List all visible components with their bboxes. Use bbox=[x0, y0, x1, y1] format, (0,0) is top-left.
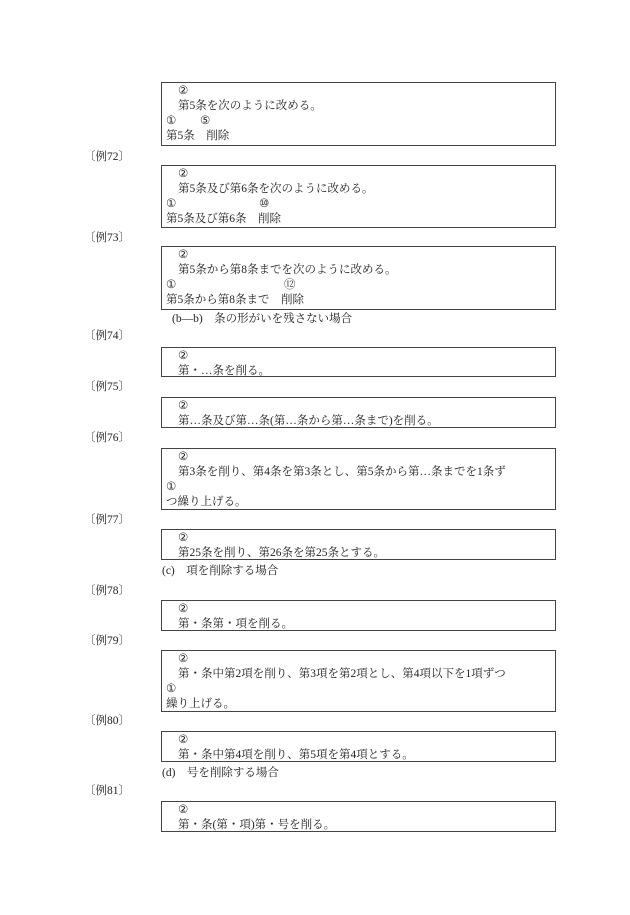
example-box bbox=[161, 529, 556, 560]
range-markers bbox=[162, 278, 555, 293]
example-label: 〔例79〕 bbox=[84, 635, 130, 647]
amendment-text-continued: 繰り上げる。 bbox=[166, 698, 235, 711]
section-heading: (c) 項を削除する場合 bbox=[162, 565, 279, 577]
example-box bbox=[161, 731, 556, 762]
amended-text: 第5条 削除 bbox=[166, 130, 230, 143]
amended-text: 第5条から第8条まで 削除 bbox=[166, 294, 304, 307]
example-label: 〔例73〕 bbox=[84, 232, 130, 244]
paragraph-marker: ② bbox=[178, 531, 189, 544]
example-label: 〔例78〕 bbox=[84, 585, 130, 597]
example-box bbox=[161, 165, 556, 228]
amendment-text: 第5条及び第6条を次のように改める。 bbox=[178, 182, 374, 195]
range-start-marker: ① bbox=[166, 115, 177, 128]
paragraph-marker: ② bbox=[178, 248, 189, 261]
amendment-text: 第5条から第8条までを次のように改める。 bbox=[178, 263, 397, 276]
example-box bbox=[161, 600, 556, 631]
range-start-marker: ① bbox=[166, 279, 177, 292]
example-box bbox=[161, 397, 556, 428]
example-label: 〔例77〕 bbox=[84, 514, 130, 526]
example-box bbox=[161, 347, 556, 377]
amendment-text: 第・…条を削る。 bbox=[178, 364, 270, 377]
paragraph-marker: ② bbox=[178, 349, 189, 362]
paragraph-marker: ② bbox=[178, 399, 189, 412]
amendment-text: 第3条を削り、第4条を第3条とし、第5条から第…条までを1条ず bbox=[178, 465, 506, 478]
paragraph-marker: ② bbox=[178, 803, 189, 816]
paragraph-marker: ② bbox=[178, 84, 189, 97]
example-box bbox=[161, 246, 556, 310]
paragraph-marker: ② bbox=[178, 450, 189, 463]
example-label: 〔例75〕 bbox=[84, 381, 130, 393]
amendment-text: 第・条中第4項を削り、第5項を第4項とする。 bbox=[178, 748, 414, 761]
example-label: 〔例80〕 bbox=[84, 715, 130, 727]
amendment-text: 第・条(第・項)第・号を削る。 bbox=[178, 818, 336, 831]
example-label: 〔例76〕 bbox=[84, 432, 130, 444]
amended-text: 第5条及び第6条 削除 bbox=[166, 213, 281, 226]
amendment-text: 第25条を削り、第26条を第25条とする。 bbox=[178, 546, 385, 559]
range-start-marker: ① bbox=[166, 198, 177, 211]
example-box bbox=[161, 801, 556, 832]
range-start-marker: ① bbox=[166, 683, 177, 696]
amendment-text: 第・条第・項を削る。 bbox=[178, 617, 293, 630]
example-label: 〔例81〕 bbox=[84, 785, 130, 797]
section-heading: (b—b) 条の形がいを残さない場合 bbox=[172, 313, 353, 325]
paragraph-marker: ② bbox=[178, 602, 189, 615]
example-box bbox=[161, 448, 556, 510]
example-label: 〔例72〕 bbox=[84, 151, 130, 163]
range-markers bbox=[162, 197, 555, 212]
example-box bbox=[161, 650, 556, 712]
range-markers bbox=[162, 114, 555, 129]
amendment-text-continued: つ繰り上げる。 bbox=[166, 496, 247, 509]
amendment-text: 第5条を次のように改める。 bbox=[178, 99, 322, 112]
paragraph-marker: ② bbox=[178, 733, 189, 746]
range-end-marker: ⑤ bbox=[200, 115, 211, 128]
amendment-text: 第・条中第2項を削り、第3項を第2項とし、第4項以下を1項ずつ bbox=[178, 667, 506, 680]
section-heading: (d) 号を削除する場合 bbox=[162, 767, 279, 779]
paragraph-marker: ② bbox=[178, 167, 189, 180]
range-start-marker: ① bbox=[166, 481, 177, 494]
range-end-marker: ⑩ bbox=[259, 198, 270, 211]
example-label: 〔例74〕 bbox=[84, 330, 130, 342]
paragraph-marker: ② bbox=[178, 652, 189, 665]
amendment-text: 第…条及び第…条(第…条から第…条まで)を削る。 bbox=[178, 414, 439, 427]
range-end-marker: ⑫ bbox=[284, 279, 296, 292]
example-box bbox=[161, 82, 556, 146]
